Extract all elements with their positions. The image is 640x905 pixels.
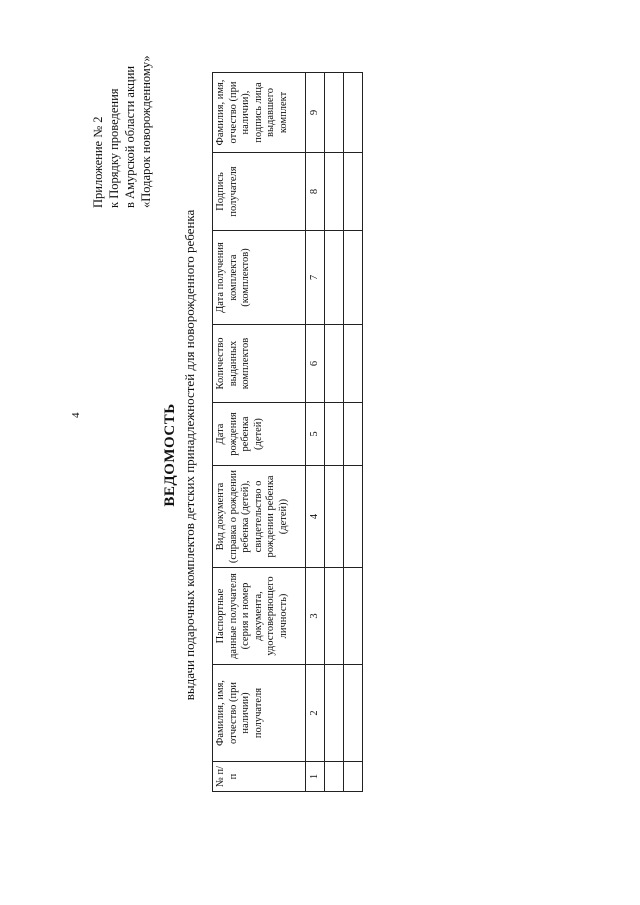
header-cell: Количество выданных комплектов	[213, 325, 306, 403]
header-row	[213, 73, 306, 792]
column-number-cell: 9	[306, 73, 325, 153]
table-cell	[344, 153, 363, 231]
document-title: ВЕДОМОСТЬ	[162, 403, 178, 507]
table-cell	[325, 153, 344, 231]
header-cell: Фамилия, имя, отчество (при наличии), подпись лица выдавшего комплект	[213, 73, 306, 153]
table-cell	[344, 568, 363, 665]
column-number-cell: 5	[306, 403, 325, 466]
rotated-page-content	[0, 30, 360, 880]
header-cell: Вид документа (справка о рождении ребенка (детей), свидетельство о рождении ребенка (детей))	[213, 466, 306, 568]
appendix-line: Приложение № 2	[91, 116, 105, 208]
header-cell: Дата получения комплекта (комплектов)	[213, 231, 306, 325]
table-cell	[325, 568, 344, 665]
header-cell: Дата рождения ребенка (детей)	[213, 403, 306, 466]
table-cell	[325, 403, 344, 466]
table-cell	[344, 73, 363, 153]
table-cell	[325, 231, 344, 325]
header-cell: Подпись получателя	[213, 153, 306, 231]
column-number-cell: 3	[306, 568, 325, 665]
column-number-cell: 6	[306, 325, 325, 403]
header-cell: № п/п	[213, 762, 306, 792]
table-row	[344, 73, 363, 792]
header-cell: Фамилия, имя, отчество (при наличии) получателя	[213, 665, 306, 762]
table-cell	[344, 403, 363, 466]
column-number-cell: 4	[306, 466, 325, 568]
issuance-ledger-table	[212, 72, 363, 792]
appendix-line: к Порядку проведения	[107, 88, 121, 208]
column-number-row	[306, 73, 325, 792]
table-cell	[344, 325, 363, 403]
table-row	[325, 73, 344, 792]
table-cell	[344, 466, 363, 568]
column-number-cell: 1	[306, 762, 325, 792]
table-cell	[325, 73, 344, 153]
header-cell: Паспортные данные получателя (серия и номер документа, удостоверяющего личность)	[213, 568, 306, 665]
page-number: 4	[70, 412, 82, 418]
table-cell	[344, 762, 363, 792]
appendix-line: в Амурской области акции	[123, 65, 137, 208]
table-cell	[325, 762, 344, 792]
table-cell	[344, 231, 363, 325]
table-cell	[325, 325, 344, 403]
appendix-line: «Подарок новорожденному»	[139, 55, 153, 208]
column-number-cell: 2	[306, 665, 325, 762]
document-subtitle: выдачи подарочных комплектов детских принадлежностей для новорожденного ребенка	[182, 209, 197, 701]
table-cell	[344, 665, 363, 762]
column-number-cell: 7	[306, 231, 325, 325]
table-cell	[325, 665, 344, 762]
table-cell	[325, 466, 344, 568]
column-number-cell: 8	[306, 153, 325, 231]
appendix-block	[90, 43, 154, 208]
